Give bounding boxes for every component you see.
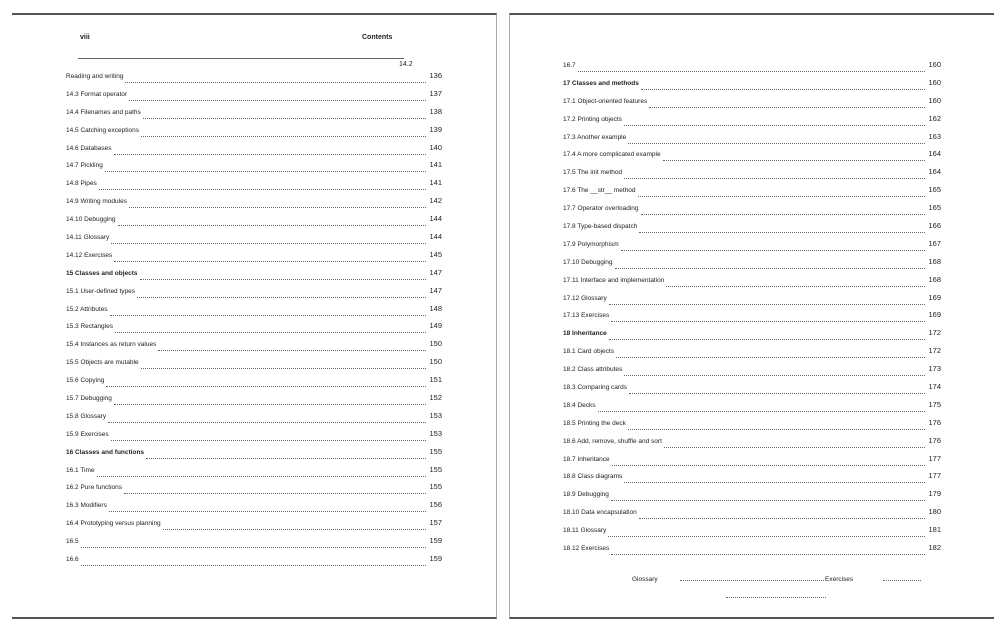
toc-entry-page: 155 bbox=[429, 464, 442, 474]
left-page bbox=[12, 13, 497, 619]
toc-list-right bbox=[563, 60, 941, 561]
dot-leader bbox=[609, 303, 925, 305]
dot-leader bbox=[81, 564, 426, 566]
toc-entry-page: 156 bbox=[429, 500, 442, 510]
toc-entry-page: 176 bbox=[928, 417, 941, 427]
dot-leader bbox=[143, 117, 426, 119]
toc-entry-title: 17.8 Type-based dispatch bbox=[563, 223, 638, 231]
toc-entry-page: 148 bbox=[429, 303, 442, 313]
toc-entry-page: 169 bbox=[928, 310, 941, 320]
toc-entry-page: 159 bbox=[429, 554, 442, 564]
toc-entry-page: 180 bbox=[928, 507, 941, 517]
dot-leader bbox=[141, 135, 426, 137]
dot-leader bbox=[115, 331, 426, 333]
toc-entry[interactable] bbox=[66, 178, 442, 196]
toc-entry-title: 14.10 Debugging bbox=[66, 216, 116, 224]
toc-entry[interactable] bbox=[563, 328, 941, 346]
toc-entry-page: 165 bbox=[928, 185, 941, 195]
toc-entry[interactable] bbox=[563, 471, 941, 489]
toc-entry-page: 177 bbox=[928, 453, 941, 463]
header-rule bbox=[78, 58, 404, 59]
dot-leader bbox=[639, 517, 925, 519]
toc-entry[interactable] bbox=[66, 71, 442, 89]
toc-entry-page: 152 bbox=[429, 393, 442, 403]
dot-leader bbox=[621, 249, 925, 251]
toc-entry-page: 147 bbox=[429, 285, 442, 295]
toc-entry-page: 153 bbox=[429, 410, 442, 420]
toc-entry-title: 18.8 Class diagrams bbox=[563, 473, 623, 481]
dot-leader bbox=[114, 403, 426, 405]
dot-leader bbox=[114, 260, 426, 262]
dot-leader bbox=[97, 475, 426, 477]
toc-entry-page: 155 bbox=[429, 482, 442, 492]
toc-entry-page: 168 bbox=[928, 274, 941, 284]
dot-leader bbox=[106, 385, 426, 387]
toc-entry-page: 141 bbox=[429, 178, 442, 188]
dot-leader bbox=[629, 392, 925, 394]
toc-entry[interactable] bbox=[563, 149, 941, 167]
dot-leader bbox=[611, 553, 925, 555]
dot-leader bbox=[638, 195, 925, 197]
toc-entry-title: 14.3 Format operator bbox=[66, 90, 128, 98]
toc-entry-title: 17.2 Printing objects bbox=[563, 115, 622, 123]
toc-entry-page: 160 bbox=[928, 77, 941, 87]
dot-leader bbox=[639, 231, 925, 233]
toc-entry-title: 14.12 Exercises bbox=[66, 251, 113, 259]
toc-entry-title: 16.1 Time bbox=[66, 466, 95, 474]
toc-entry-title: 17.13 Exercises bbox=[563, 312, 610, 320]
footer-glossary-label: Glossary bbox=[632, 576, 658, 583]
dot-leader bbox=[111, 439, 426, 441]
footer-exercises-label: Exercises bbox=[825, 576, 854, 583]
dot-leader bbox=[611, 499, 925, 501]
toc-entry-title: 17.10 Debugging bbox=[563, 258, 613, 266]
toc-entry-page: 142 bbox=[429, 196, 442, 206]
toc-entry-page: 163 bbox=[928, 131, 941, 141]
dot-leader bbox=[105, 170, 426, 172]
toc-entry[interactable] bbox=[563, 78, 941, 96]
toc-entry-page: 138 bbox=[429, 106, 442, 116]
toc-entry-title: 15 Classes and objects bbox=[66, 269, 138, 277]
toc-entry[interactable] bbox=[563, 525, 941, 543]
toc-entry-title: 16.3 Modifiers bbox=[66, 502, 107, 510]
toc-entry-page: 139 bbox=[429, 124, 442, 134]
toc-entry-title: 15.6 Copying bbox=[66, 377, 105, 385]
toc-entry-page: 137 bbox=[429, 88, 442, 98]
toc-entry-title: 18.4 Decks bbox=[563, 401, 596, 409]
dot-leader bbox=[624, 177, 925, 179]
toc-list-left bbox=[66, 71, 442, 572]
dot-leader bbox=[99, 188, 426, 190]
toc-entry-page: 182 bbox=[928, 543, 941, 553]
toc-entry-title: 18.3 Comparing cards bbox=[563, 384, 627, 392]
toc-entry-title: 18.11 Glossary bbox=[563, 527, 607, 535]
dot-leader bbox=[612, 464, 925, 466]
toc-entry[interactable] bbox=[563, 436, 941, 454]
toc-entry-title: 15.5 Objects are mutable bbox=[66, 359, 139, 367]
toc-entry[interactable] bbox=[66, 411, 442, 429]
toc-entry-page: 160 bbox=[928, 95, 941, 105]
running-header-title: Contents bbox=[362, 34, 393, 41]
toc-entry-page: 145 bbox=[429, 249, 442, 259]
toc-entry-page: 157 bbox=[429, 518, 442, 528]
toc-entry[interactable] bbox=[66, 465, 442, 483]
dot-leader bbox=[146, 457, 426, 459]
footer-dot-leader bbox=[726, 597, 826, 598]
toc-entry-page: 172 bbox=[928, 346, 941, 356]
toc-entry-page: 175 bbox=[928, 399, 941, 409]
toc-entry-title: 15.7 Debugging bbox=[66, 395, 112, 403]
dot-leader bbox=[641, 213, 925, 215]
dot-leader bbox=[158, 349, 426, 351]
toc-entry-page: 136 bbox=[429, 71, 442, 80]
toc-entry[interactable] bbox=[563, 507, 941, 525]
toc-entry-page: 166 bbox=[928, 221, 941, 231]
dot-leader bbox=[624, 481, 925, 483]
toc-entry-page: 151 bbox=[429, 375, 442, 385]
footer-dot-leader bbox=[680, 580, 824, 581]
toc-entry[interactable] bbox=[563, 454, 941, 472]
dot-leader bbox=[615, 267, 925, 269]
toc-entry-page: 176 bbox=[928, 435, 941, 445]
toc-entry[interactable] bbox=[66, 554, 442, 572]
toc-entry-title: 16.6 bbox=[66, 556, 79, 564]
toc-entry-page: 144 bbox=[429, 232, 442, 242]
toc-entry-page: 140 bbox=[429, 142, 442, 152]
toc-entry-title: 14.5 Catching exceptions bbox=[66, 126, 139, 134]
toc-entry[interactable] bbox=[66, 357, 442, 375]
toc-entry-page: 164 bbox=[928, 149, 941, 159]
toc-entry[interactable] bbox=[563, 96, 941, 114]
toc-entry-title: 16.5 bbox=[66, 538, 79, 546]
toc-entry-title: 15.3 Rectangles bbox=[66, 323, 113, 331]
toc-entry-title: 18.7 Inheritance bbox=[563, 455, 610, 463]
dot-leader bbox=[611, 320, 925, 322]
toc-entry[interactable] bbox=[563, 275, 941, 293]
dot-leader bbox=[609, 338, 925, 340]
dot-leader bbox=[141, 367, 426, 369]
toc-entry[interactable] bbox=[563, 239, 941, 257]
toc-entry[interactable] bbox=[563, 167, 941, 185]
dot-leader bbox=[624, 124, 925, 126]
toc-entry[interactable] bbox=[563, 257, 941, 275]
dot-leader bbox=[624, 374, 925, 376]
toc-entry-page: 177 bbox=[928, 471, 941, 481]
toc-entry-title: 16 Classes and functions bbox=[66, 448, 145, 456]
toc-entry-title: 17.6 The __str__ method bbox=[563, 187, 636, 195]
dot-leader bbox=[641, 88, 925, 90]
right-page bbox=[509, 13, 994, 619]
toc-entry-title: 15.4 Instances as return values bbox=[66, 341, 157, 349]
dot-leader bbox=[114, 153, 426, 155]
toc-entry[interactable] bbox=[563, 543, 941, 561]
dot-leader bbox=[649, 106, 925, 108]
toc-entry-page: 150 bbox=[429, 357, 442, 367]
toc-entry[interactable] bbox=[563, 60, 941, 78]
toc-entry-page: 164 bbox=[928, 167, 941, 177]
toc-entry-title: 18.1 Card objects bbox=[563, 348, 614, 356]
toc-entry-title: 17.1 Object-oriented features bbox=[563, 97, 648, 105]
toc-entry-page: 174 bbox=[928, 382, 941, 392]
toc-entry[interactable] bbox=[563, 382, 941, 400]
toc-entry-title: 14.8 Pipes bbox=[66, 180, 97, 188]
toc-entry[interactable] bbox=[563, 132, 941, 150]
toc-entry-title: 14.11 Glossary bbox=[66, 234, 110, 242]
toc-entry[interactable] bbox=[66, 125, 442, 143]
toc-entry-title: 17.11 Interface and implementation bbox=[563, 276, 665, 284]
dot-leader bbox=[666, 285, 925, 287]
footer-dot-leader bbox=[883, 580, 921, 581]
toc-entry-page: 181 bbox=[928, 525, 941, 535]
toc-entry-title: 18.2 Class attributes bbox=[563, 366, 623, 374]
toc-entry-title: 14.4 Filenames and paths bbox=[66, 108, 141, 116]
toc-entry-page: 168 bbox=[928, 256, 941, 266]
toc-entry-page: 179 bbox=[928, 489, 941, 499]
toc-entry[interactable] bbox=[66, 250, 442, 268]
toc-entry-title: 15.1 User-defined types bbox=[66, 287, 136, 295]
dot-leader bbox=[663, 159, 925, 161]
toc-entry-page: 159 bbox=[429, 536, 442, 546]
toc-entry[interactable] bbox=[66, 536, 442, 554]
dot-leader bbox=[124, 492, 426, 494]
dot-leader bbox=[140, 278, 426, 280]
page-number-roman: viii bbox=[80, 34, 90, 41]
toc-entry-page: 165 bbox=[928, 203, 941, 213]
toc-entry-title: 17.4 A more complicated example bbox=[563, 151, 661, 159]
toc-entry[interactable] bbox=[563, 221, 941, 239]
toc-entry-page: 167 bbox=[928, 238, 941, 248]
dot-leader bbox=[129, 99, 426, 101]
toc-entry[interactable] bbox=[563, 346, 941, 364]
toc-entry[interactable] bbox=[66, 304, 442, 322]
toc-entry[interactable] bbox=[563, 293, 941, 311]
toc-entry[interactable] bbox=[66, 447, 442, 465]
toc-entry-page: 172 bbox=[928, 328, 941, 338]
toc-entry[interactable] bbox=[66, 339, 442, 357]
toc-entry-page: 147 bbox=[429, 267, 442, 277]
toc-entry[interactable] bbox=[66, 518, 442, 536]
toc-entry-title: 18.9 Debugging bbox=[563, 491, 609, 499]
toc-entry-title: 15.2 Attributes bbox=[66, 305, 108, 313]
toc-entry-title: 18.12 Exercises bbox=[563, 545, 610, 553]
dot-leader bbox=[628, 428, 925, 430]
toc-entry-page: 169 bbox=[928, 292, 941, 302]
toc-entry-page: 173 bbox=[928, 364, 941, 374]
toc-entry-title: Reading and writing bbox=[66, 73, 124, 80]
section-number-header: 14.2 bbox=[399, 61, 413, 68]
toc-entry-page: 144 bbox=[429, 214, 442, 224]
toc-entry-title: 16.4 Prototyping versus planning bbox=[66, 520, 161, 528]
toc-entry-title: 17.3 Another example bbox=[563, 133, 627, 141]
toc-entry[interactable] bbox=[66, 107, 442, 125]
toc-entry-page: 141 bbox=[429, 160, 442, 170]
dot-leader bbox=[608, 535, 925, 537]
dot-leader bbox=[129, 206, 426, 208]
toc-entry[interactable] bbox=[66, 143, 442, 161]
dot-leader bbox=[598, 410, 925, 412]
toc-entry[interactable] bbox=[563, 418, 941, 436]
toc-entry-title: 17.12 Glossary bbox=[563, 294, 607, 302]
toc-entry-title: 17.7 Operator overloading bbox=[563, 205, 639, 213]
dot-leader bbox=[110, 314, 426, 316]
toc-entry-title: 17 Classes and methods bbox=[563, 79, 639, 87]
dot-leader bbox=[163, 528, 426, 530]
toc-entry-title: 16.2 Pure functions bbox=[66, 484, 123, 492]
toc-entry[interactable] bbox=[563, 364, 941, 382]
dot-leader bbox=[628, 142, 925, 144]
dot-leader bbox=[109, 510, 426, 512]
toc-entry[interactable] bbox=[563, 114, 941, 132]
toc-entry[interactable] bbox=[66, 393, 442, 411]
toc-entry[interactable] bbox=[563, 185, 941, 203]
dot-leader bbox=[578, 70, 925, 72]
toc-entry[interactable] bbox=[66, 160, 442, 178]
dot-leader bbox=[111, 242, 426, 244]
toc-entry[interactable] bbox=[66, 482, 442, 500]
toc-entry-title: 14.9 Writing modules bbox=[66, 198, 127, 206]
toc-entry[interactable] bbox=[66, 500, 442, 518]
toc-entry-page: 160 bbox=[928, 60, 941, 69]
dot-leader bbox=[118, 224, 426, 226]
toc-entry[interactable] bbox=[563, 203, 941, 221]
toc-entry-page: 155 bbox=[429, 446, 442, 456]
toc-entry-title: 16.7 bbox=[563, 62, 576, 69]
toc-entry[interactable] bbox=[66, 375, 442, 393]
toc-entry[interactable] bbox=[563, 310, 941, 328]
dot-leader bbox=[137, 296, 426, 298]
dot-leader bbox=[81, 546, 426, 548]
toc-entry-title: 17.5 The init method bbox=[563, 169, 623, 177]
toc-entry-title: 15.9 Exercises bbox=[66, 430, 109, 438]
toc-entry[interactable] bbox=[66, 89, 442, 107]
dot-leader bbox=[108, 421, 426, 423]
toc-entry-title: 18.5 Printing the deck bbox=[563, 419, 626, 427]
toc-entry-title: 18.10 Data encapsulation bbox=[563, 509, 637, 517]
toc-entry-page: 153 bbox=[429, 428, 442, 438]
dot-leader bbox=[125, 81, 426, 83]
dot-leader bbox=[616, 356, 925, 358]
toc-entry-title: 14.7 Pickling bbox=[66, 162, 103, 170]
toc-entry[interactable] bbox=[66, 286, 442, 304]
toc-entry[interactable] bbox=[66, 196, 442, 214]
dot-leader bbox=[664, 446, 925, 448]
toc-entry[interactable] bbox=[563, 400, 941, 418]
toc-entry-title: 18.6 Add, remove, shuffle and sort bbox=[563, 437, 662, 445]
toc-entry-page: 150 bbox=[429, 339, 442, 349]
toc-entry[interactable] bbox=[563, 489, 941, 507]
toc-entry[interactable] bbox=[66, 268, 442, 286]
toc-entry[interactable] bbox=[66, 321, 442, 339]
toc-entry-title: 18 Inheritance bbox=[563, 330, 607, 338]
toc-entry-page: 149 bbox=[429, 321, 442, 331]
toc-entry[interactable] bbox=[66, 232, 442, 250]
toc-entry-title: 14.6 Databases bbox=[66, 144, 112, 152]
toc-entry[interactable] bbox=[66, 214, 442, 232]
toc-entry-page: 162 bbox=[928, 113, 941, 123]
toc-entry-title: 17.9 Polymorphism bbox=[563, 240, 619, 248]
toc-entry-title: 15.8 Glossary bbox=[66, 412, 107, 420]
toc-entry[interactable] bbox=[66, 429, 442, 447]
